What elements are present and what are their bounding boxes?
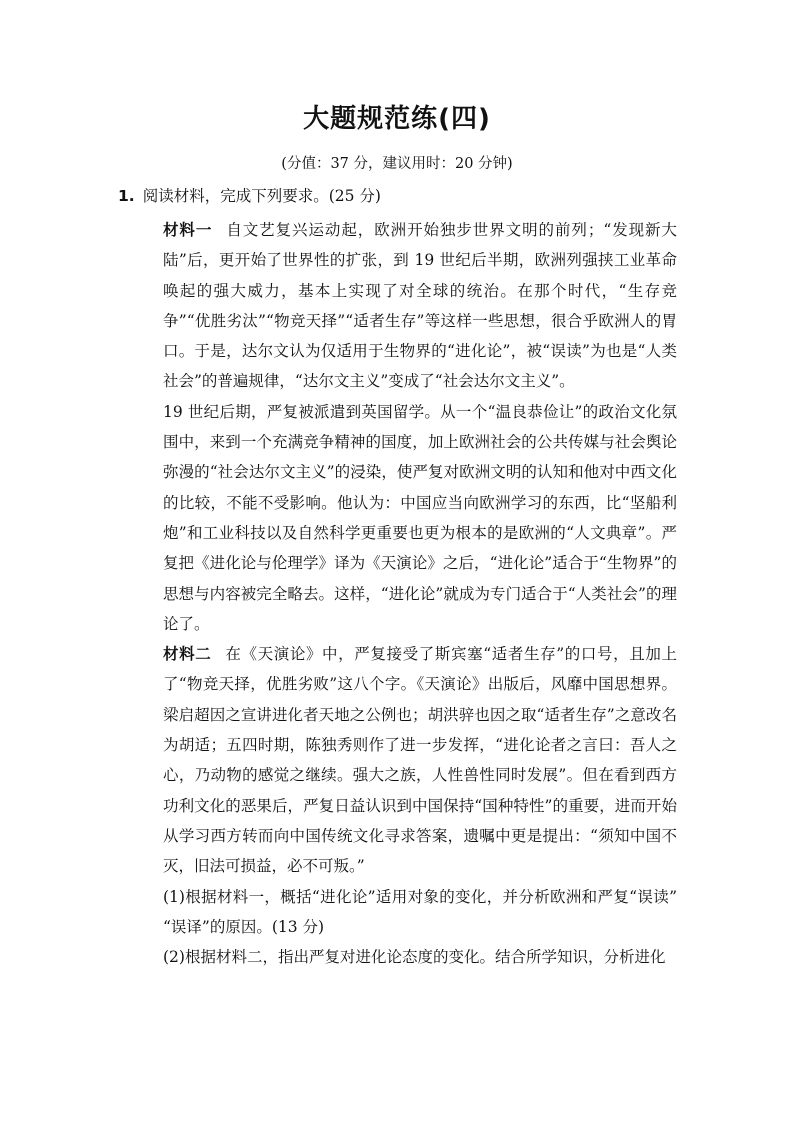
material2-text: 在《天演论》中，严复接受了斯宾塞“适者生存”的口号，且加上了“物竞天择，优胜劣败”这八个字。《天演论》出版后，风靡中国思想界。梁启超因之宣讲进化者天地之公例也；胡洪骍也因之取“适者生存”之意改名为胡适；五四时期，陈独秀则作了进一步发挥，“进化论者之言曰：吾人之心，乃动物的感觉之继续。强大之族，人性兽性同时发展”。但在看到西方功利文化的恶果后，严复日益认识到中国保持“国种特性”的重要，进而开始从学习西方转而向中国传统文化寻求答案，遗嘱中更是提出：“须知中国不灭，旧法可损益，必不可叛。” [163,645,677,876]
question-stem-text: 阅读材料，完成下列要求。(25 分) [142,187,381,205]
material1-text-1: 自文艺复兴运动起，欧洲开始独步世界文明的前列；“发现新大陆”后，更开始了世界性的扩张，到 19 世纪后半期，欧洲列强挟工业革命唤起的强大威力，基本上实现了对全球的统治。在那个时代，“生存竞争”“优胜劣汰”“物竞天择”“适者生存”等这样一些思想，很合乎欧洲人的胃口。于是，达尔文认为仅适用于生物界的“进化论”，被“误读”为也是“人类社会”的普遍规律，“达尔文主义”变成了“社会达尔文主义”。 [163,221,677,391]
material1-paragraph-2: 19 世纪后期，严复被派遣到英国留学。从一个“温良恭俭让”的政治文化氛围中，来到一个充满竞争精神的国度，加上欧洲社会的公共传媒与社会舆论弥漫的“社会达尔文主义”的浸染，使严复对欧洲文明的认知和他对中西文化的比较，不能不受影响。他认为：中国应当向欧洲学习的东西，比“坚船利炮”和工业科技以及自然科学更重要也更为根本的是欧洲的“人文典章”。严复把《进化论与伦理学》译为《天演论》之后，“进化论”适合于“生物界”的思想与内容被完全略去。这样，“进化论”就成为专门适合于“人类社会”的理论了。 [163,402,677,633]
question-stem [118,184,381,206]
material1-paragraph-1 [163,215,677,397]
page-subtitle: (分值：37 分，建议用时：20 分钟) [281,156,513,172]
sub-question-1: (1)根据材料一，概括“进化论”适用对象的变化，并分析欧洲和严复“误读” “误译”的原因。(13 分) [163,887,677,936]
question-number: 1. [118,187,135,205]
question-body [163,215,677,972]
material2-label: 材料二 [163,645,212,664]
material2-paragraph [163,639,677,881]
sub-question-2: (2)根据材料二，指出严复对进化论态度的变化。结合所学知识，分析进化 [163,948,666,967]
material1-label: 材料一 [163,221,213,239]
page-title: 大题规范练(四) [303,104,491,134]
